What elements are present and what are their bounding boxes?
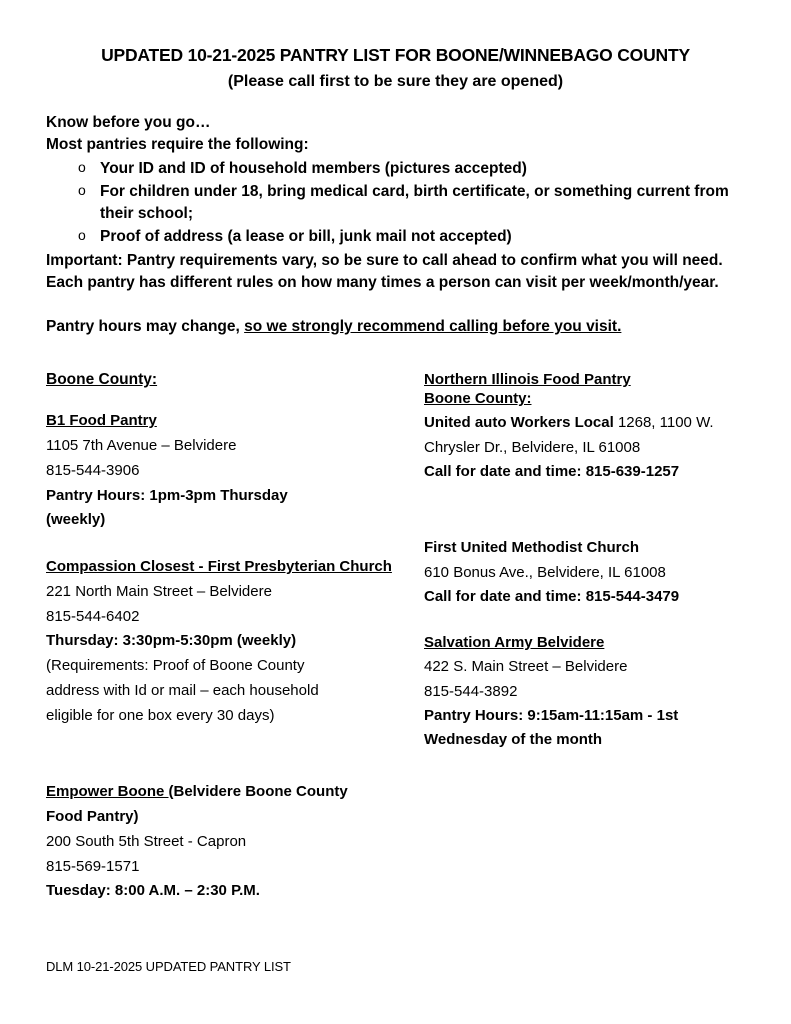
requirements-list (46, 158, 739, 248)
title-block (0, 0, 791, 94)
pantry-name: B1 Food Pantry (46, 412, 157, 430)
pantry-hours: Pantry Hours: 1pm-3pm Thursday (46, 486, 288, 504)
hours-note-underlined: so we strongly recommend calling before you visit. (244, 317, 622, 335)
pantry-hours: Pantry Hours: 9:15am-11:15am - 1st (424, 707, 679, 725)
page-title: UPDATED 10-21-2025 PANTRY LIST FOR BOONE/WINNEBAGO COUNTY (101, 45, 690, 65)
document-footer: DLM 10-21-2025 UPDATED PANTRY LIST (46, 959, 291, 974)
pantry-name: Compassion Closest - First Presbyterian Church (46, 558, 392, 576)
pantry-entry-compassion-closest (46, 555, 398, 728)
left-column (46, 371, 398, 926)
pantry-entry-first-united-methodist-church (424, 536, 754, 609)
pantry-address: 200 South 5th Street - Capron (46, 832, 247, 850)
pantry-name (46, 780, 398, 805)
hours-note-plain: Pantry hours may change, (46, 317, 245, 335)
pantry-name-bold: United auto Workers Local (424, 414, 618, 432)
pantry-contact-note: Call for date and time: 815-544-3479 (424, 587, 680, 605)
pantry-name (424, 411, 754, 435)
pantry-phone: 815-544-6402 (46, 607, 140, 625)
right-column-subheading: Boone County: (424, 390, 532, 408)
intro-section (0, 94, 791, 294)
right-column (424, 371, 754, 926)
pantry-name: First United Methodist Church (424, 539, 639, 557)
important-note: Important: Pantry requirements vary, so be sure to call ahead to confirm what you will need. Each pantry has different rules on how many times a person can visit per week/month/year. (46, 251, 723, 291)
pantry-address: 1105 7th Avenue – Belvidere (46, 437, 237, 455)
pantry-address: 610 Bonus Ave., Belvidere, IL 61008 (424, 563, 666, 581)
pantry-hours: Thursday: 3:30pm-5:30pm (weekly) (46, 632, 297, 650)
pantry-phone: 815-569-1571 (46, 857, 140, 875)
pantry-columns (0, 337, 791, 926)
intro-line-1: Know before you go… (46, 113, 211, 131)
pantry-phone: 815-544-3892 (424, 682, 518, 700)
pantry-hours-cont: (weekly) (46, 511, 106, 529)
pantry-requirements-line-2: address with Id or mail – each household (46, 681, 319, 699)
hours-change-note (0, 294, 791, 338)
requirement-item: o Proof of address (a lease or bill, junk mail not accepted) (72, 226, 739, 248)
pantry-requirements-line-3: eligible for one box every 30 days) (46, 706, 275, 724)
column-spacer (424, 506, 754, 536)
pantry-entry-b1-food-pantry (46, 409, 398, 533)
pantry-name-underlined: Empower Boone (46, 783, 169, 801)
pantry-address: 221 North Main Street – Belvidere (46, 582, 272, 600)
pantry-phone: 815-544-3906 (46, 461, 140, 479)
pantry-hours: Tuesday: 8:00 A.M. – 2:30 P.M. (46, 882, 260, 900)
intro-line-2: Most pantries require the following: (46, 135, 309, 153)
pantry-address: 422 S. Main Street – Belvidere (424, 658, 628, 676)
pantry-name-rest: 1268, 1100 W. (617, 414, 714, 432)
pantry-address: Chrysler Dr., Belvidere, IL 61008 (424, 438, 641, 456)
pantry-entry-empower-boone (46, 780, 398, 904)
left-column-heading: Boone County: (46, 371, 158, 389)
pantry-contact-note: Call for date and time: 815-639-1257 (424, 462, 680, 480)
page-subtitle: (Please call first to be sure they are opened) (227, 73, 564, 91)
pantry-entry-uaw-local-1268 (424, 411, 754, 484)
pantry-name: Salvation Army Belvidere (424, 634, 605, 652)
requirement-item: o For children under 18, bring medical card, birth certificate, or something current from their school; (72, 181, 739, 225)
requirement-item: o Your ID and ID of household members (pictures accepted) (72, 158, 739, 180)
column-spacer (46, 750, 398, 780)
pantry-name-suffix: (Belvidere Boone County (168, 783, 348, 801)
pantry-requirements-line-1: (Requirements: Proof of Boone County (46, 657, 305, 675)
pantry-entry-salvation-army-belvidere (424, 631, 754, 752)
pantry-name-cont: Food Pantry) (46, 808, 139, 826)
right-column-heading: Northern Illinois Food Pantry (424, 371, 631, 389)
pantry-hours-cont: Wednesday of the month (424, 731, 603, 749)
